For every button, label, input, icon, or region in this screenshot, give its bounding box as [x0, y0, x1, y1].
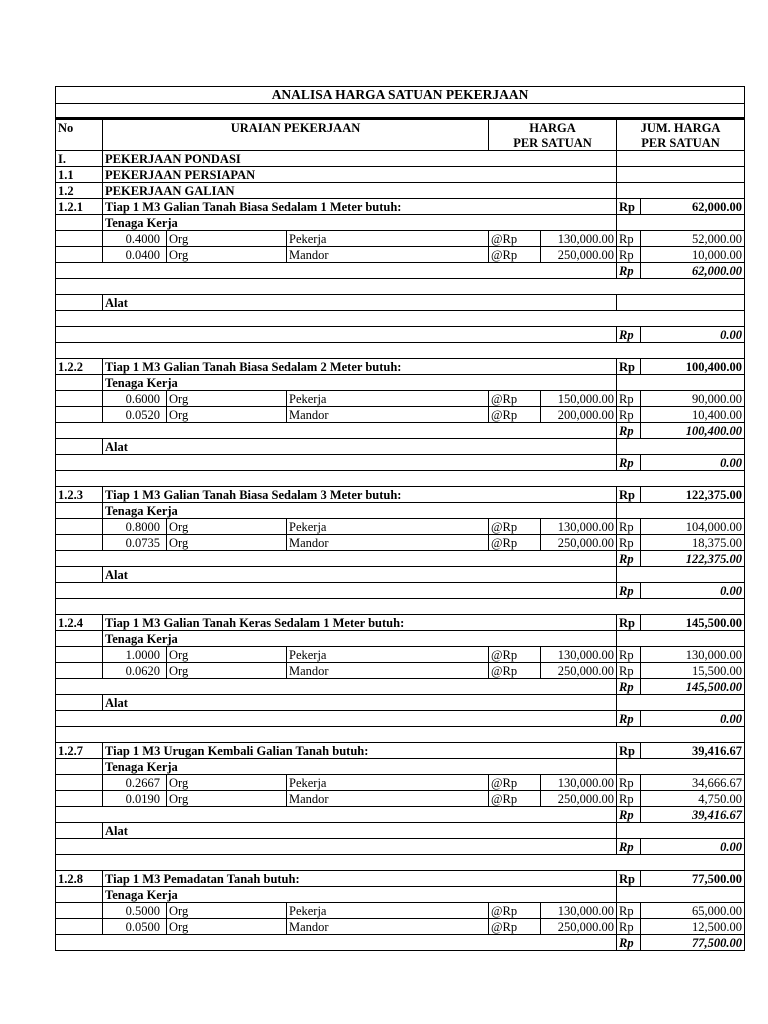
alat-total-row	[56, 839, 745, 855]
worker-price: 250,000.00	[541, 791, 617, 807]
item-header-row	[56, 743, 745, 759]
worker-amount-currency: Rp	[617, 919, 641, 935]
worker-row	[56, 391, 745, 407]
worker-amount: 34,666.67	[641, 775, 745, 791]
worker-unit: Org	[167, 535, 287, 551]
section-label: PEKERJAAN GALIAN	[103, 183, 617, 199]
worker-unit: Org	[167, 391, 287, 407]
worker-price: 130,000.00	[541, 903, 617, 919]
item-number: 1.2.2	[56, 359, 103, 375]
tenaga-kerja-label: Tenaga Kerja	[103, 631, 617, 647]
alat-total-row	[56, 455, 745, 471]
blank-row	[56, 599, 745, 615]
worker-unit: Org	[167, 903, 287, 919]
page-title: ANALISA HARGA SATUAN PEKERJAAN	[56, 87, 745, 104]
alat-total-currency: Rp	[617, 711, 641, 727]
worker-coefficient: 0.0500	[103, 919, 167, 935]
worker-coefficient: 0.5000	[103, 903, 167, 919]
subtotal-row	[56, 935, 745, 951]
item-total: 39,416.67	[641, 743, 745, 759]
worker-amount: 130,000.00	[641, 647, 745, 663]
worker-row	[56, 791, 745, 807]
subtotal-currency: Rp	[617, 807, 641, 823]
tenaga-kerja-label: Tenaga Kerja	[103, 375, 617, 391]
tenaga-kerja-row	[56, 759, 745, 775]
section-row	[56, 167, 745, 183]
subtotal-value: 62,000.00	[641, 263, 745, 279]
tenaga-kerja-row	[56, 503, 745, 519]
worker-row	[56, 231, 745, 247]
worker-name: Pekerja	[287, 231, 489, 247]
item-number: 1.2.4	[56, 615, 103, 631]
worker-price: 250,000.00	[541, 535, 617, 551]
worker-unit: Org	[167, 775, 287, 791]
worker-price-prefix: @Rp	[489, 407, 541, 423]
subtotal-row	[56, 423, 745, 439]
alat-row	[56, 567, 745, 583]
worker-unit: Org	[167, 647, 287, 663]
item-total: 77,500.00	[641, 871, 745, 887]
worker-name: Mandor	[287, 535, 489, 551]
subtotal-currency: Rp	[617, 423, 641, 439]
item-description: Tiap 1 M3 Galian Tanah Keras Sedalam 1 Meter butuh:	[103, 615, 617, 631]
header-harga-line2: PER SATUAN	[489, 135, 617, 151]
tenaga-kerja-label: Tenaga Kerja	[103, 887, 617, 903]
worker-price: 130,000.00	[541, 775, 617, 791]
alat-row	[56, 439, 745, 455]
worker-name: Mandor	[287, 407, 489, 423]
worker-row	[56, 903, 745, 919]
worker-unit: Org	[167, 791, 287, 807]
item-total-currency: Rp	[617, 359, 641, 375]
subtotal-value: 100,400.00	[641, 423, 745, 439]
worker-name: Mandor	[287, 247, 489, 263]
subtotal-row	[56, 551, 745, 567]
worker-row	[56, 775, 745, 791]
analysis-sheet	[55, 86, 744, 951]
tenaga-kerja-row	[56, 215, 745, 231]
worker-unit: Org	[167, 231, 287, 247]
item-description: Tiap 1 M3 Galian Tanah Biasa Sedalam 3 Meter butuh:	[103, 487, 617, 503]
item-total-currency: Rp	[617, 871, 641, 887]
blank-row	[56, 343, 745, 359]
worker-row	[56, 519, 745, 535]
item-total: 100,400.00	[641, 359, 745, 375]
tenaga-kerja-row	[56, 887, 745, 903]
tenaga-kerja-label: Tenaga Kerja	[103, 759, 617, 775]
worker-price-prefix: @Rp	[489, 663, 541, 679]
worker-amount-currency: Rp	[617, 247, 641, 263]
worker-amount-currency: Rp	[617, 903, 641, 919]
worker-price-prefix: @Rp	[489, 647, 541, 663]
item-header-row	[56, 199, 745, 215]
item-header-row	[56, 615, 745, 631]
worker-row	[56, 919, 745, 935]
item-description: Tiap 1 M3 Galian Tanah Biasa Sedalam 1 Meter butuh:	[103, 199, 617, 215]
blank-row	[56, 311, 745, 327]
subtotal-row	[56, 679, 745, 695]
worker-amount: 4,750.00	[641, 791, 745, 807]
table-body	[56, 87, 745, 951]
worker-amount-currency: Rp	[617, 663, 641, 679]
blank-row	[56, 855, 745, 871]
worker-coefficient: 0.2667	[103, 775, 167, 791]
item-number: 1.2.1	[56, 199, 103, 215]
worker-amount-currency: Rp	[617, 407, 641, 423]
worker-unit: Org	[167, 663, 287, 679]
subtotal-currency: Rp	[617, 551, 641, 567]
worker-price: 250,000.00	[541, 663, 617, 679]
item-total: 62,000.00	[641, 199, 745, 215]
worker-amount: 90,000.00	[641, 391, 745, 407]
worker-row	[56, 535, 745, 551]
worker-price: 130,000.00	[541, 647, 617, 663]
item-description: Tiap 1 M3 Urugan Kembali Galian Tanah butuh:	[103, 743, 617, 759]
tenaga-kerja-label: Tenaga Kerja	[103, 215, 617, 231]
worker-name: Pekerja	[287, 775, 489, 791]
item-total-currency: Rp	[617, 199, 641, 215]
worker-unit: Org	[167, 919, 287, 935]
worker-unit: Org	[167, 519, 287, 535]
worker-price-prefix: @Rp	[489, 391, 541, 407]
subtotal-value: 122,375.00	[641, 551, 745, 567]
worker-coefficient: 0.0520	[103, 407, 167, 423]
worker-price-prefix: @Rp	[489, 247, 541, 263]
worker-price: 130,000.00	[541, 519, 617, 535]
alat-label: Alat	[103, 695, 617, 711]
worker-row	[56, 663, 745, 679]
worker-price: 250,000.00	[541, 919, 617, 935]
alat-row	[56, 823, 745, 839]
item-total-currency: Rp	[617, 487, 641, 503]
worker-name: Pekerja	[287, 391, 489, 407]
subtotal-value: 77,500.00	[641, 935, 745, 951]
worker-name: Mandor	[287, 791, 489, 807]
alat-total-value: 0.00	[641, 711, 745, 727]
tenaga-kerja-label: Tenaga Kerja	[103, 503, 617, 519]
alat-label: Alat	[103, 295, 617, 311]
worker-amount: 52,000.00	[641, 231, 745, 247]
worker-amount: 65,000.00	[641, 903, 745, 919]
section-label: PEKERJAAN PERSIAPAN	[103, 167, 617, 183]
worker-name: Pekerja	[287, 903, 489, 919]
alat-label: Alat	[103, 567, 617, 583]
alat-total-currency: Rp	[617, 455, 641, 471]
worker-coefficient: 0.0620	[103, 663, 167, 679]
alat-label: Alat	[103, 439, 617, 455]
worker-unit: Org	[167, 247, 287, 263]
item-header-row	[56, 487, 745, 503]
item-number: 1.2.3	[56, 487, 103, 503]
alat-label: Alat	[103, 823, 617, 839]
worker-amount: 12,500.00	[641, 919, 745, 935]
worker-amount-currency: Rp	[617, 791, 641, 807]
analysis-table	[55, 86, 745, 951]
blank-row	[56, 279, 745, 295]
worker-coefficient: 0.6000	[103, 391, 167, 407]
worker-coefficient: 0.0735	[103, 535, 167, 551]
alat-total-row	[56, 327, 745, 343]
subtotal-currency: Rp	[617, 679, 641, 695]
alat-total-currency: Rp	[617, 839, 641, 855]
worker-amount: 10,000.00	[641, 247, 745, 263]
worker-price-prefix: @Rp	[489, 535, 541, 551]
worker-amount: 10,400.00	[641, 407, 745, 423]
header-uraian: URAIAN PEKERJAAN	[103, 119, 489, 136]
blank-row	[56, 471, 745, 487]
worker-row	[56, 247, 745, 263]
alat-total-currency: Rp	[617, 327, 641, 343]
section-row	[56, 183, 745, 199]
worker-amount: 18,375.00	[641, 535, 745, 551]
worker-amount-currency: Rp	[617, 647, 641, 663]
header-row-2	[56, 135, 745, 151]
alat-total-row	[56, 711, 745, 727]
section-number: 1.2	[56, 183, 103, 199]
worker-price-prefix: @Rp	[489, 775, 541, 791]
spacer-row	[56, 104, 745, 119]
item-total-currency: Rp	[617, 743, 641, 759]
section-label: PEKERJAAN PONDASI	[103, 151, 617, 167]
worker-price-prefix: @Rp	[489, 919, 541, 935]
item-total: 122,375.00	[641, 487, 745, 503]
worker-coefficient: 0.0190	[103, 791, 167, 807]
subtotal-currency: Rp	[617, 935, 641, 951]
item-header-row	[56, 359, 745, 375]
header-jum-line2: PER SATUAN	[617, 135, 745, 151]
worker-coefficient: 0.8000	[103, 519, 167, 535]
worker-unit: Org	[167, 407, 287, 423]
worker-coefficient: 0.4000	[103, 231, 167, 247]
subtotal-value: 39,416.67	[641, 807, 745, 823]
worker-name: Pekerja	[287, 519, 489, 535]
worker-coefficient: 1.0000	[103, 647, 167, 663]
worker-price: 250,000.00	[541, 247, 617, 263]
header-row-1	[56, 119, 745, 136]
title-row	[56, 87, 745, 104]
worker-price-prefix: @Rp	[489, 231, 541, 247]
worker-price-prefix: @Rp	[489, 791, 541, 807]
worker-amount-currency: Rp	[617, 391, 641, 407]
item-number: 1.2.7	[56, 743, 103, 759]
worker-price-prefix: @Rp	[489, 519, 541, 535]
worker-name: Mandor	[287, 663, 489, 679]
worker-amount-currency: Rp	[617, 519, 641, 535]
alat-total-value: 0.00	[641, 327, 745, 343]
subtotal-row	[56, 807, 745, 823]
header-no: No	[56, 119, 103, 136]
subtotal-value: 145,500.00	[641, 679, 745, 695]
section-number: 1.1	[56, 167, 103, 183]
worker-price-prefix: @Rp	[489, 903, 541, 919]
worker-row	[56, 407, 745, 423]
worker-amount-currency: Rp	[617, 775, 641, 791]
alat-row	[56, 695, 745, 711]
worker-amount: 104,000.00	[641, 519, 745, 535]
section-row	[56, 151, 745, 167]
blank-row	[56, 727, 745, 743]
alat-total-value: 0.00	[641, 583, 745, 599]
worker-row	[56, 647, 745, 663]
item-header-row	[56, 871, 745, 887]
item-total-currency: Rp	[617, 615, 641, 631]
tenaga-kerja-row	[56, 375, 745, 391]
worker-name: Pekerja	[287, 647, 489, 663]
alat-row	[56, 295, 745, 311]
worker-amount-currency: Rp	[617, 231, 641, 247]
worker-name: Mandor	[287, 919, 489, 935]
header-harga-line1: HARGA	[489, 119, 617, 136]
alat-total-value: 0.00	[641, 455, 745, 471]
item-description: Tiap 1 M3 Galian Tanah Biasa Sedalam 2 Meter butuh:	[103, 359, 617, 375]
worker-coefficient: 0.0400	[103, 247, 167, 263]
alat-total-row	[56, 583, 745, 599]
item-total: 145,500.00	[641, 615, 745, 631]
item-description: Tiap 1 M3 Pemadatan Tanah butuh:	[103, 871, 617, 887]
worker-amount: 15,500.00	[641, 663, 745, 679]
section-number: I.	[56, 151, 103, 167]
worker-amount-currency: Rp	[617, 535, 641, 551]
tenaga-kerja-row	[56, 631, 745, 647]
worker-price: 150,000.00	[541, 391, 617, 407]
worker-price: 130,000.00	[541, 231, 617, 247]
subtotal-row	[56, 263, 745, 279]
worker-price: 200,000.00	[541, 407, 617, 423]
alat-total-currency: Rp	[617, 583, 641, 599]
header-jum-line1: JUM. HARGA	[617, 119, 745, 136]
alat-total-value: 0.00	[641, 839, 745, 855]
subtotal-currency: Rp	[617, 263, 641, 279]
item-number: 1.2.8	[56, 871, 103, 887]
